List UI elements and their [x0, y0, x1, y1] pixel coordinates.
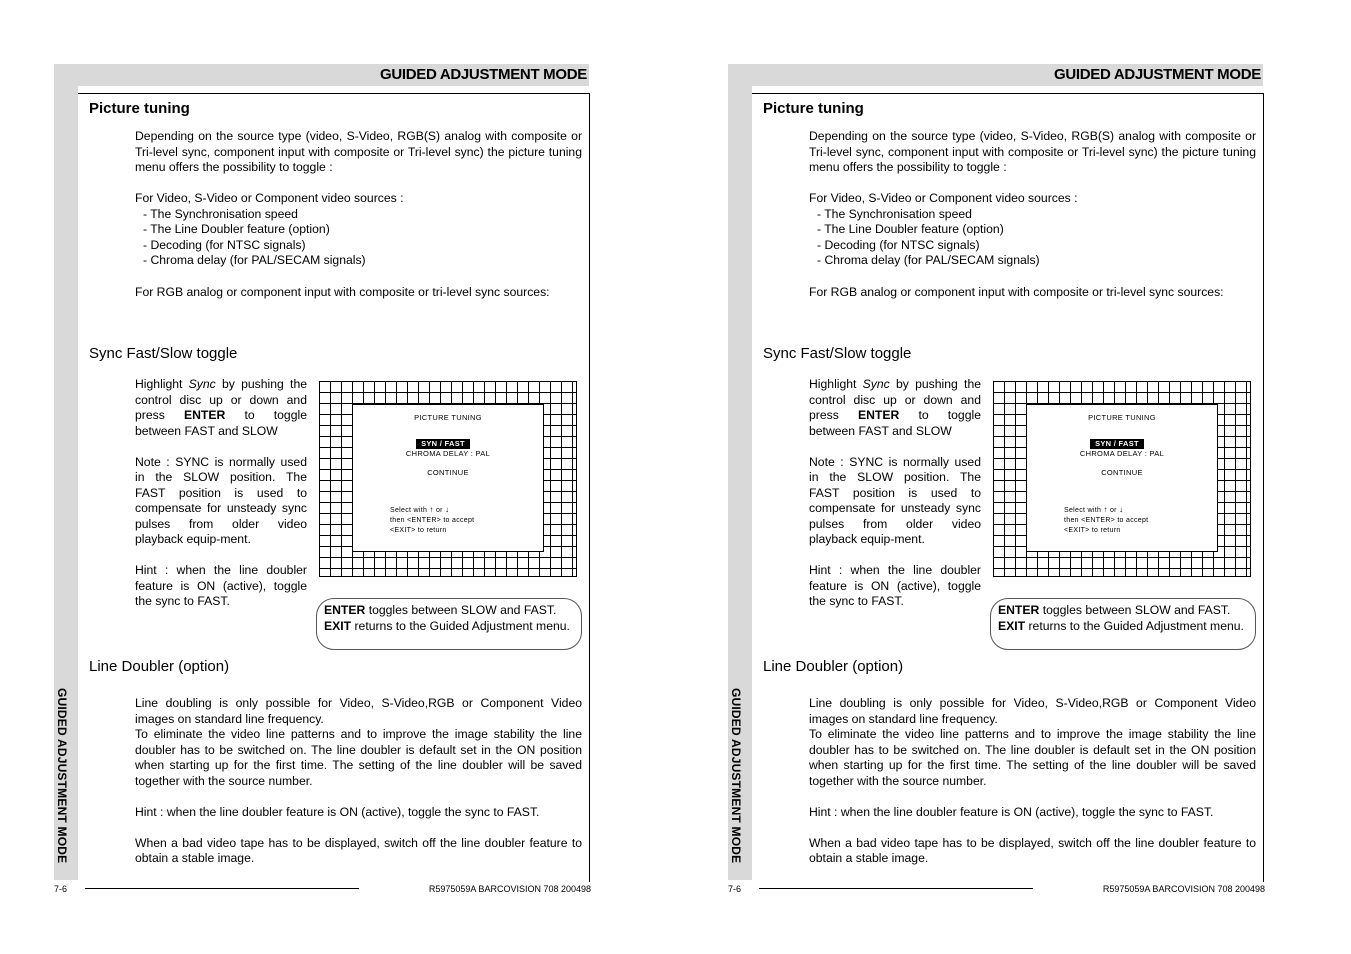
menu-item-chroma-delay: CHROMA DELAY : PAL	[1079, 449, 1165, 458]
line-doubler-p1: Line doubling is only possible for Video, S-Video,RGB or Component Video images on standard line frequency.	[809, 696, 1256, 726]
menu-highlighted-item: SYN / FAST	[416, 439, 470, 449]
picture-tuning-body	[135, 129, 582, 300]
page-left	[54, 0, 614, 954]
list-item: - The Line Doubler feature (option)	[143, 222, 330, 236]
line-doubler-p2: To eliminate the video line patterns and to improve the image stability the line doubler has to be switched on. The line doubler is default set in the ON position when starting up for the first time. The setting of the line doubler will be saved together with the source number.	[135, 727, 582, 788]
line-doubler-body	[809, 696, 1256, 867]
intro-paragraph: Depending on the source type (video, S-Video, RGB(S) analog with composite or Tri-level sync, component input with composite or Tri-level sync) the picture tuning menu offers the possibility to toggle :	[135, 129, 582, 174]
video-sources-heading: For Video, S-Video or Component video sources :	[135, 191, 404, 205]
menu-screen-illustration	[993, 381, 1251, 577]
menu-help-text: Select with ↑ or ↓ then <ENTER> to accept <EXIT> to return	[1064, 505, 1149, 534]
list-item: - Chroma delay (for PAL/SECAM signals)	[817, 253, 1040, 267]
menu-screen-window	[1026, 404, 1218, 552]
callout-box: ENTER toggles between SLOW and FAST. EXIT returns to the Guided Adjustment menu.	[990, 598, 1256, 650]
menu-item-continue: CONTINUE	[427, 468, 469, 477]
menu-highlighted-item: SYN / FAST	[1090, 439, 1144, 449]
menu-item-chroma-delay: CHROMA DELAY : PAL	[405, 449, 491, 458]
arrow-down-icon: ↓	[445, 505, 450, 514]
list-item: - Decoding (for NTSC signals)	[143, 237, 306, 252]
list-item: - The Synchronisation speed	[143, 206, 298, 221]
intro-paragraph: Depending on the source type (video, S-Video, RGB(S) analog with composite or Tri-level sync, component input with composite or Tri-level sync) the picture tuning menu offers the possibility to toggle :	[809, 129, 1256, 174]
rgb-sources-heading: For RGB analog or component input with composite or tri-level sync sources:	[135, 284, 550, 299]
rgb-sources-heading: For RGB analog or component input with composite or tri-level sync sources:	[809, 284, 1224, 299]
menu-help-text: Select with ↑ or ↓ then <ENTER> to accept <EXIT> to return	[390, 505, 475, 534]
section-title-picture-tuning: Picture tuning	[763, 100, 864, 117]
sync-instruction: Highlight Sync by pushing the control disc up or down and press ENTER to toggle between FAST and SLOW	[809, 377, 982, 438]
sync-note: Note : SYNC is normally used in the SLOW position. The FAST position is used to compensate for unsteady sync pulses from older video playback equip-ment.	[809, 454, 981, 546]
arrow-up-icon: ↑	[429, 505, 434, 514]
sidebar-vertical-title: GUIDED ADJUSTMENT MODE	[729, 688, 743, 864]
callout-box: ENTER toggles between SLOW and FAST. EXIT returns to the Guided Adjustment menu.	[316, 598, 582, 650]
video-sources-heading: For Video, S-Video or Component video sources :	[809, 191, 1078, 205]
menu-screen-illustration	[319, 381, 577, 577]
menu-title: PICTURE TUNING	[1088, 413, 1156, 422]
menu-item-continue: CONTINUE	[1101, 468, 1143, 477]
menu-title: PICTURE TUNING	[414, 413, 482, 422]
section-title-sync: Sync Fast/Slow toggle	[89, 345, 238, 362]
line-doubler-p2: To eliminate the video line patterns and to improve the image stability the line doubler has to be switched on. The line doubler is default set in the ON position when starting up for the first time. The setting of the line doubler will be saved together with the source number.	[809, 727, 1256, 788]
list-item: - Decoding (for NTSC signals)	[817, 237, 980, 252]
page-right	[728, 0, 1288, 954]
list-item: - Chroma delay (for PAL/SECAM signals)	[143, 253, 366, 267]
footer-reference: R5975059A BARCOVISION 708 200498	[1102, 884, 1265, 894]
header-title: GUIDED ADJUSTMENT MODE	[379, 66, 587, 83]
line-doubler-body	[135, 696, 582, 867]
header-title: GUIDED ADJUSTMENT MODE	[1053, 66, 1261, 83]
line-doubler-hint: Hint : when the line doubler feature is ON (active), toggle the sync to FAST.	[135, 804, 540, 819]
sidebar-vertical-title: GUIDED ADJUSTMENT MODE	[55, 688, 69, 864]
list-item: - The Line Doubler feature (option)	[817, 222, 1004, 236]
list-item: - The Synchronisation speed	[817, 206, 972, 221]
sync-instruction: Highlight Sync by pushing the control disc up or down and press ENTER to toggle between FAST and SLOW	[135, 377, 308, 438]
footer-rule	[759, 888, 1033, 889]
footer-reference: R5975059A BARCOVISION 708 200498	[428, 884, 591, 894]
sync-note: Note : SYNC is normally used in the SLOW position. The FAST position is used to compensate for unsteady sync pulses from older video playback equip-ment.	[135, 454, 307, 546]
sync-hint: Hint : when the line doubler feature is ON (active), toggle the sync to FAST.	[809, 563, 981, 608]
arrow-down-icon: ↓	[1119, 505, 1124, 514]
arrow-up-icon: ↑	[1103, 505, 1108, 514]
section-title-sync: Sync Fast/Slow toggle	[763, 345, 912, 362]
line-doubler-hint: Hint : when the line doubler feature is ON (active), toggle the sync to FAST.	[809, 804, 1214, 819]
section-title-line-doubler: Line Doubler (option)	[89, 658, 230, 675]
section-title-line-doubler: Line Doubler (option)	[763, 658, 904, 675]
line-doubler-p1: Line doubling is only possible for Video, S-Video,RGB or Component Video images on standard line frequency.	[135, 696, 582, 726]
sync-hint: Hint : when the line doubler feature is ON (active), toggle the sync to FAST.	[135, 563, 307, 608]
section-title-picture-tuning: Picture tuning	[89, 100, 190, 117]
sync-body	[809, 377, 981, 610]
footer-rule	[85, 888, 359, 889]
line-doubler-p4: When a bad video tape has to be displayed, switch off the line doubler feature to obtain a stable image.	[135, 835, 582, 865]
menu-screen-window	[352, 404, 544, 552]
sync-body	[135, 377, 307, 610]
page-number: 7-6	[728, 884, 742, 894]
page-number: 7-6	[54, 884, 68, 894]
picture-tuning-body	[809, 129, 1256, 300]
line-doubler-p4: When a bad video tape has to be displayed, switch off the line doubler feature to obtain a stable image.	[809, 835, 1256, 865]
